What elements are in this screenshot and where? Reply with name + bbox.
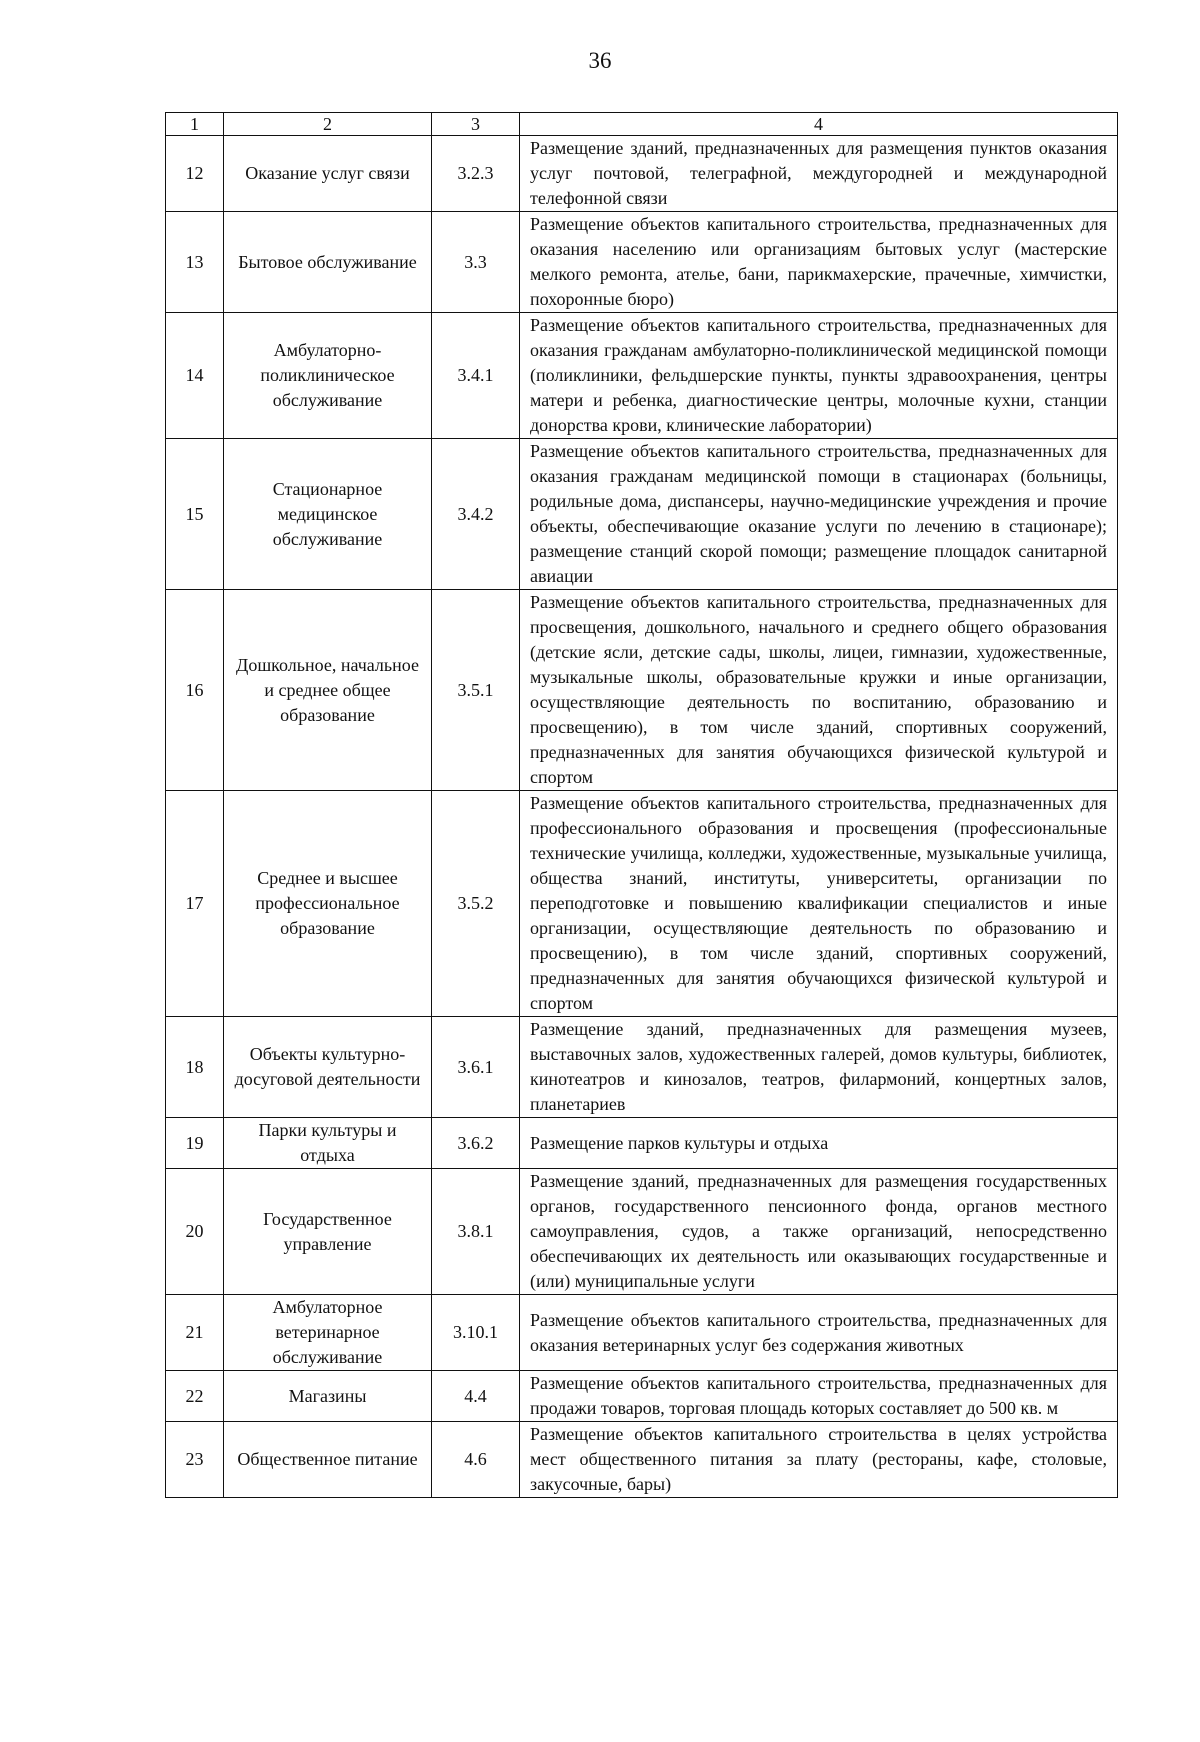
use-name-cell: Среднее и высшее профессиональное образование [224, 791, 432, 1017]
table-row [166, 1371, 1118, 1422]
use-name-cell: Объекты культурно-досуговой деятельности [224, 1017, 432, 1118]
row-number-cell: 13 [166, 212, 224, 313]
row-number-cell: 18 [166, 1017, 224, 1118]
use-name-cell: Стационарное медицинское обслуживание [224, 439, 432, 590]
use-code-cell: 3.6.1 [432, 1017, 520, 1118]
header-cell-2: 2 [224, 113, 432, 136]
use-name-cell: Общественное питание [224, 1422, 432, 1498]
table-row [166, 1118, 1118, 1169]
use-description-cell: Размещение зданий, предназначенных для размещения государственных органов, государственного пенсионного фонда, органов местного самоуправления, судов, а также организаций, непосредственно обеспечивающих их деятельность или оказывающих государственные и (или) муниципальные услуги [520, 1169, 1118, 1295]
use-name-cell: Амбулаторно-поликлиническое обслуживание [224, 313, 432, 439]
use-code-cell: 3.10.1 [432, 1295, 520, 1371]
table-body [166, 113, 1118, 1498]
table-row [166, 439, 1118, 590]
use-description-cell: Размещение объектов капитального строительства, предназначенных для оказания гражданам амбулаторно-поликлинической медицинской помощи (поликлиники, фельдшерские пункты, пункты здравоохранения, центры матери и ребенка, диагностические центры, молочные кухни, станции донорства крови, клинические лаборатории) [520, 313, 1118, 439]
page-number: 36 [588, 48, 612, 73]
use-description-cell: Размещение парков культуры и отдыха [520, 1118, 1118, 1169]
use-description-cell: Размещение объектов капитального строительства, предназначенных для оказания населению или организациям бытовых услуг (мастерские мелкого ремонта, ателье, бани, парикмахерские, прачечные, химчистки, похоронные бюро) [520, 212, 1118, 313]
use-code-cell: 3.6.2 [432, 1118, 520, 1169]
table-row [166, 1422, 1118, 1498]
use-description-cell: Размещение зданий, предназначенных для размещения музеев, выставочных залов, художественных галерей, домов культуры, библиотек, кинотеатров и кинозалов, театров, филармоний, концертных залов, планетариев [520, 1017, 1118, 1118]
use-code-cell: 3.5.2 [432, 791, 520, 1017]
use-code-cell: 3.3 [432, 212, 520, 313]
table-row [166, 590, 1118, 791]
use-code-cell: 3.8.1 [432, 1169, 520, 1295]
table-header-row [166, 113, 1118, 136]
row-number-cell: 21 [166, 1295, 224, 1371]
use-description-cell: Размещение объектов капитального строительства, предназначенных для профессионального образования и просвещения (профессиональные технические училища, колледжи, художественные, музыкальные училища, общества знаний, институты, университеты, организации по переподготовке и повышению квалификации специалистов и иные организации, осуществляющие деятельность по образованию и просвещению), в том числе зданий, спортивных сооружений, предназначенных для занятия обучающихся физической культурой и спортом [520, 791, 1118, 1017]
row-number-cell: 20 [166, 1169, 224, 1295]
row-number-cell: 22 [166, 1371, 224, 1422]
table-row [166, 212, 1118, 313]
use-description-cell: Размещение объектов капитального строительства, предназначенных для оказания ветеринарных услуг без содержания животных [520, 1295, 1118, 1371]
use-description-cell: Размещение объектов капитального строительства, предназначенных для просвещения, дошкольного, начального и среднего общего образования (детские ясли, детские сады, школы, лицеи, гимназии, художественные, музыкальные школы, образовательные кружки и иные организации, осуществляющие деятельность по воспитанию, образованию и просвещению), в том числе зданий, спортивных сооружений, предназначенных для занятия обучающихся физической культурой и спортом [520, 590, 1118, 791]
row-number-cell: 23 [166, 1422, 224, 1498]
table-row [166, 791, 1118, 1017]
use-name-cell: Оказание услуг связи [224, 136, 432, 212]
use-name-cell: Дошкольное, начальное и среднее общее образование [224, 590, 432, 791]
table-row [166, 136, 1118, 212]
use-code-cell: 3.5.1 [432, 590, 520, 791]
table-row [166, 1295, 1118, 1371]
table-row [166, 1017, 1118, 1118]
use-code-cell: 4.6 [432, 1422, 520, 1498]
use-name-cell: Государственное управление [224, 1169, 432, 1295]
use-code-cell: 3.4.2 [432, 439, 520, 590]
header-cell-3: 3 [432, 113, 520, 136]
use-description-cell: Размещение зданий, предназначенных для размещения пунктов оказания услуг почтовой, телеграфной, междугородней и международной телефонной связи [520, 136, 1118, 212]
use-description-cell: Размещение объектов капитального строительства, предназначенных для продажи товаров, торговая площадь которых составляет до 500 кв. м [520, 1371, 1118, 1422]
use-code-cell: 3.4.1 [432, 313, 520, 439]
row-number-cell: 12 [166, 136, 224, 212]
use-name-cell: Парки культуры и отдыха [224, 1118, 432, 1169]
use-description-cell: Размещение объектов капитального строительства, предназначенных для оказания гражданам медицинской помощи в стационарах (больницы, родильные дома, диспансеры, научно-медицинские учреждения и прочие объекты, обеспечивающие оказание услуги по лечению в стационаре); размещение станций скорой помощи; размещение площадок санитарной авиации [520, 439, 1118, 590]
row-number-cell: 19 [166, 1118, 224, 1169]
use-name-cell: Бытовое обслуживание [224, 212, 432, 313]
row-number-cell: 15 [166, 439, 224, 590]
use-name-cell: Амбулаторное ветеринарное обслуживание [224, 1295, 432, 1371]
land-use-table [165, 112, 1118, 1498]
row-number-cell: 17 [166, 791, 224, 1017]
use-name-cell: Магазины [224, 1371, 432, 1422]
use-code-cell: 3.2.3 [432, 136, 520, 212]
row-number-cell: 14 [166, 313, 224, 439]
table-row [166, 313, 1118, 439]
header-cell-4: 4 [520, 113, 1118, 136]
use-description-cell: Размещение объектов капитального строительства в целях устройства мест общественного питания за плату (рестораны, кафе, столовые, закусочные, бары) [520, 1422, 1118, 1498]
table-row [166, 1169, 1118, 1295]
use-code-cell: 4.4 [432, 1371, 520, 1422]
header-cell-1: 1 [166, 113, 224, 136]
row-number-cell: 16 [166, 590, 224, 791]
